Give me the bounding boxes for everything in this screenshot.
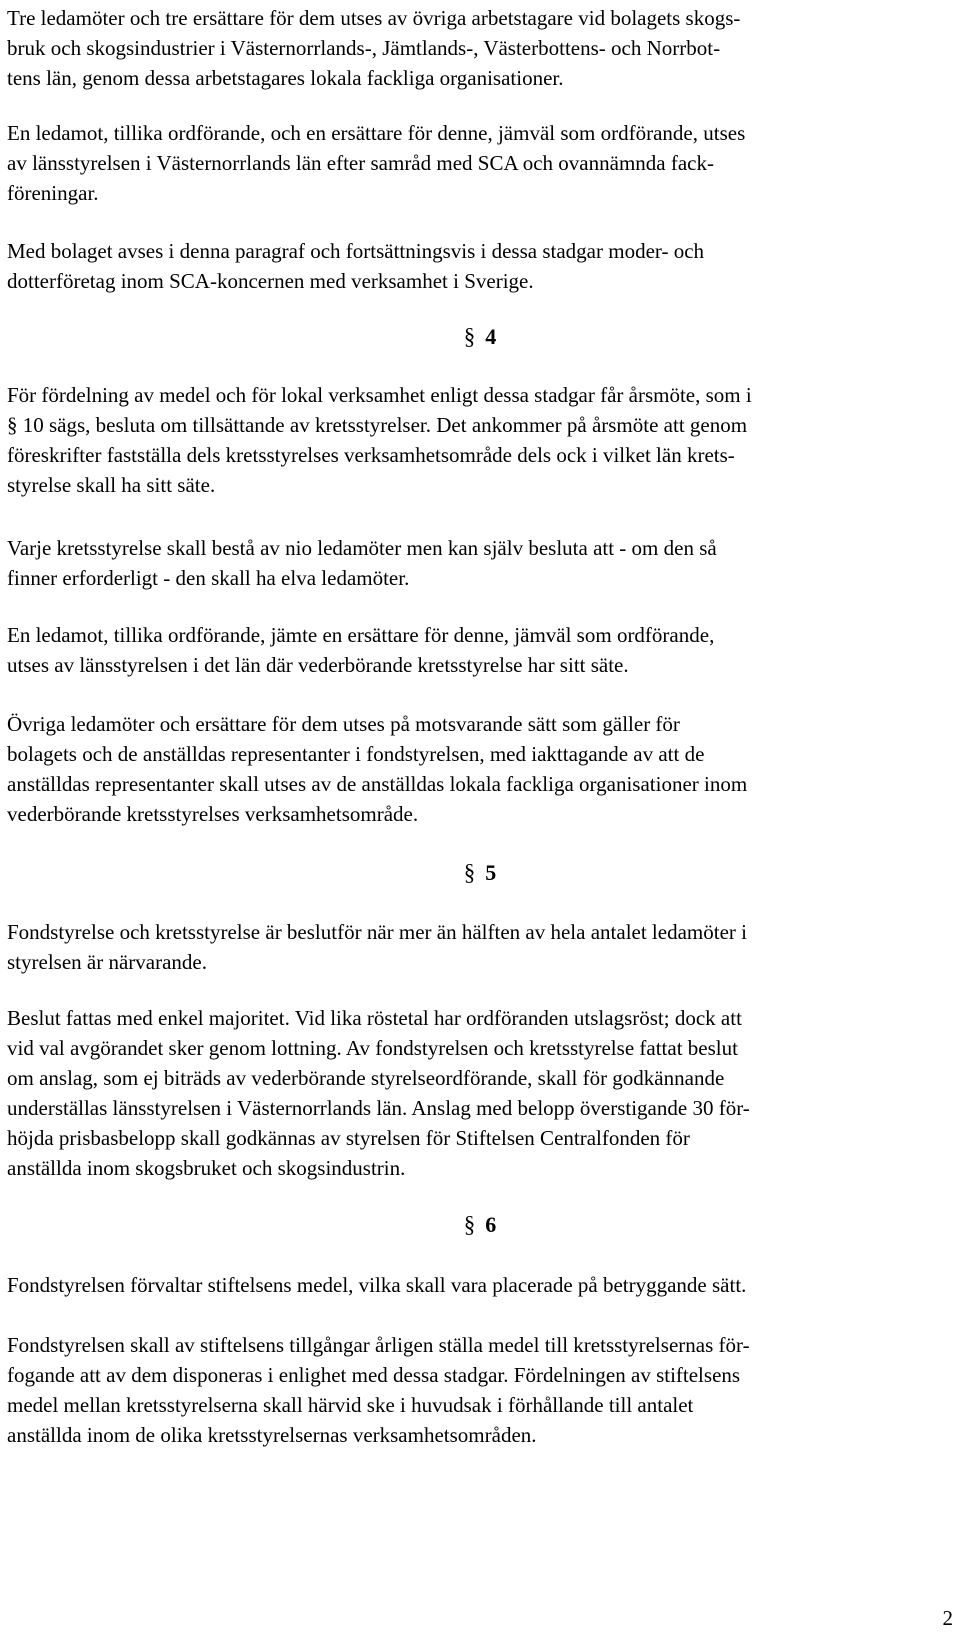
section-number: 5	[485, 860, 497, 885]
section-heading-4	[0, 322, 960, 352]
paragraph-fund-management: Fondstyrelsen förvaltar stiftelsens medel, vilka skall vara placerade på betryggande sätt.	[7, 1273, 747, 1297]
section-number: 6	[485, 1212, 497, 1237]
paragraph-other-members: Övriga ledamöter och ersättare för dem utses på motsvarande sätt som gäller för bolagets och de anställdas representanter i fondstyrelsen, med iakttagande av att de anställdas representanter skall utses av de anställdas lokala fackliga organisationer inom vederbörande kretsstyrelses verksamhetsområde.	[7, 712, 748, 826]
section-heading-6	[0, 1210, 960, 1240]
paragraph-district-chairman: En ledamot, tillika ordförande, jämte en ersättare för denne, jämväl som ordförande, utses av länsstyrelsen i det län där vederbörande kretsstyrelse har sitt säte.	[7, 623, 715, 677]
paragraph-board-employee-members: Tre ledamöter och tre ersättare för dem utses av övriga arbetstagare vid bolagets skogs- bruk och skogsindustrier i Västernorrlands-, Jämtlands-, Västerbottens- och Norrbot- tens län, genom dessa arbetstagares lokala fackliga organisationer.	[7, 6, 741, 90]
paragraph-fund-distribution: Fondstyrelsen skall av stiftelsens tillgångar årligen ställa medel till kretsstyrelsernas för- fogande att av dem disponeras i enlighet med dessa stadgar. Fördelningen av stiftelsens medel mellan kretsstyrelserna skall härvid ske i huvudsak i förhållande till antalet anställda inom de olika kretsstyrelsernas verksamhetsområden.	[7, 1333, 750, 1447]
paragraph-chairman-appointment: En ledamot, tillika ordförande, och en ersättare för denne, jämväl som ordförande, utses av länsstyrelsen i Västernorrlands län efter samråd med SCA och ovannämnda fack- föreningar.	[7, 121, 746, 205]
paragraph-quorum: Fondstyrelse och kretsstyrelse är beslutför när mer än hälften av hela antalet ledamöter i styrelsen är närvarande.	[7, 920, 747, 974]
section-sign: §	[463, 860, 476, 885]
section-sign: §	[463, 1212, 476, 1237]
section-number: 4	[485, 324, 497, 349]
section-heading-5	[0, 858, 960, 888]
section-sign: §	[463, 324, 476, 349]
paragraph-decisions: Beslut fattas med enkel majoritet. Vid lika röstetal har ordföranden utslagsröst; dock att vid val avgörandet sker genom lottning. Av fondstyrelsen och kretsstyrelse fattat beslut om anslag, som ej biträds av vederbörande styrelseordförande, skall för godkännande underställas länsstyrelsen i Västernorrlands län. Anslag med belopp överstigande 30 för- höjda prisbasbelopp skall godkännas av styrelsen för Stiftelsen Centralfonden för anställda inom skogsbruket och skogsindustrin.	[7, 1006, 750, 1180]
paragraph-district-board-size: Varje kretsstyrelse skall bestå av nio ledamöter men kan själv besluta att - om den så finner erforderligt - den skall ha elva ledamöter.	[7, 536, 717, 590]
page-number: 2	[942, 1606, 953, 1630]
paragraph-district-boards: För fördelning av medel och för lokal verksamhet enligt dessa stadgar får årsmöte, som i § 10 sägs, besluta om tillsättande av kretsstyrelser. Det ankommer på årsmöte att genom föreskrifter fastställa dels kretsstyrelses verksamhetsområde dels ock i vilket län krets- styrelse skall ha sitt säte.	[7, 383, 752, 497]
paragraph-company-definition: Med bolaget avses i denna paragraf och fortsättningsvis i dessa stadgar moder- och dotterföretag inom SCA-koncernen med verksamhet i Sverige.	[7, 239, 705, 293]
